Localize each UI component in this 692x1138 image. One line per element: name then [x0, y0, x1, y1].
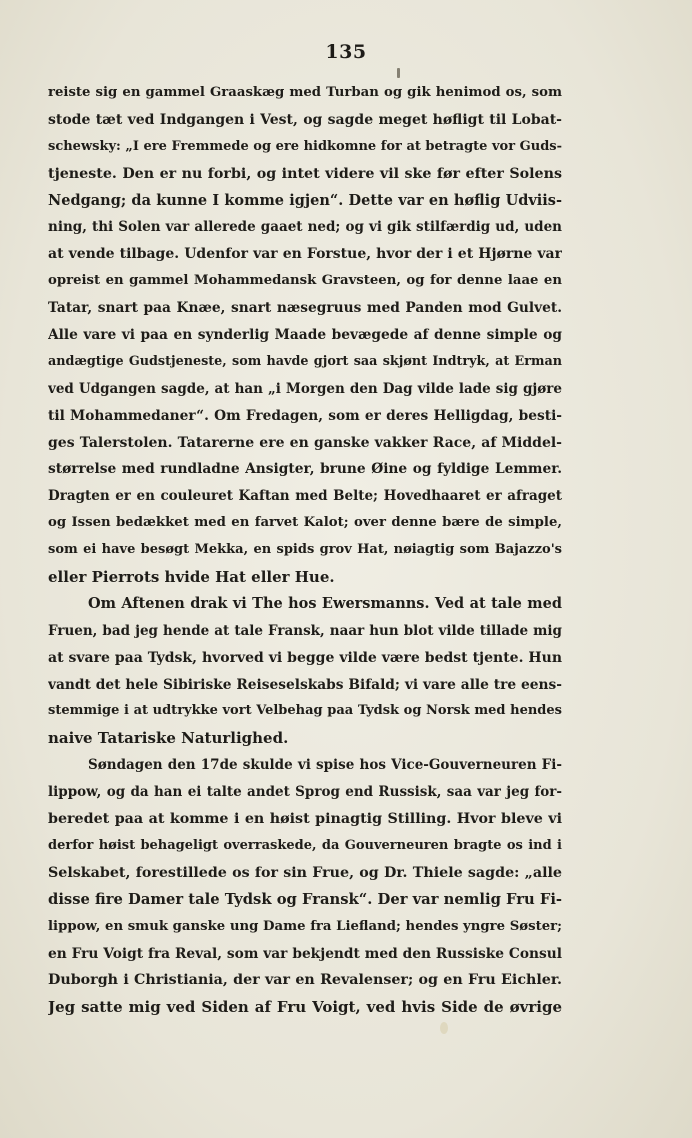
text-line: naive Tatariske Naturlighed.	[48, 729, 289, 748]
text-line: stode tæt ved Indgangen i Vest, og sagde meget høfligt til Lobat-	[48, 111, 562, 128]
text-line: og Issen bedækket med en farvet Kalot; over denne bære de simple,	[48, 515, 562, 531]
text-line: Fruen, bad jeg hende at tale Fransk, naar hun blot vilde tillade mig	[48, 622, 562, 639]
text-line: Duborgh i Christiania, der var en Revalenser; og en Fru Eichler.	[48, 972, 562, 989]
text-line: Jeg satte mig ved Siden af Fru Voigt, ved hvis Side de øvrige	[48, 998, 562, 1017]
text-line: Selskabet, forestillede os for sin Frue, og Dr. Thiele sagde: „alle	[48, 864, 562, 881]
text-line: andægtige Gudstjeneste, som havde gjort saa skjønt Indtryk, at Erman	[48, 353, 562, 369]
text-line: at svare paa Tydsk, hvorved vi begge vilde være bedst tjente. Hun	[48, 649, 562, 666]
text-line: Nedgang; da kunne I komme igjen“. Dette var en høflig Udviis-	[48, 191, 562, 209]
text-line: ges Talerstolen. Tatarerne ere en ganske vakker Race, af Middel-	[48, 434, 562, 451]
text-line: ved Udgangen sagde, at han „i Morgen den Dag vilde lade sig gjøre	[48, 380, 562, 397]
ink-speck	[397, 68, 400, 78]
paragraph-first-line: Om Aftenen drak vi The hos Ewersmanns. Ved at tale med	[88, 594, 562, 612]
text-line: en Fru Voigt fra Reval, som var bekjendt med den Russiske Consul	[48, 945, 562, 962]
text-line: størrelse med rundladne Ansigter, brune Øine og fyldige Lemmer.	[48, 461, 562, 478]
text-line: Tatar, snart paa Knæe, snart næsegruus med Panden mod Gulvet.	[48, 300, 562, 317]
text-line: derfor høist behageligt overraskede, da Gouverneuren bragte os ind i	[48, 837, 562, 853]
text-line: ning, thi Solen var allerede gaaet ned; og vi gik stilfærdig ud, uden	[48, 219, 562, 236]
page-number: 135	[325, 41, 367, 63]
text-line: disse fire Damer tale Tydsk og Fransk“. Der var nemlig Fru Fi-	[48, 890, 562, 908]
text-line: til Mohammedaner“. Om Fredagen, som er deres Helligdag, besti-	[48, 407, 562, 424]
paragraph-first-line: Søndagen den 17de skulde vi spise hos Vice-Gouverneuren Fi-	[88, 757, 562, 774]
text-line: lippow, en smuk ganske ung Dame fra Liefland; hendes yngre Søster;	[48, 918, 562, 934]
text-line: Dragten er en couleuret Kaftan med Belte; Hovedhaaret er afraget	[48, 488, 562, 505]
text-line: vandt det hele Sibiriske Reiseselskabs Bifald; vi vare alle tre eens-	[48, 676, 562, 693]
text-line: Alle vare vi paa en synderlig Maade bevægede af denne simple og	[48, 327, 562, 344]
text-line: reiste sig en gammel Graaskæg med Turban og gik henimod os, som	[48, 85, 562, 100]
text-line: lippow, og da han ei talte andet Sprog end Russisk, saa var jeg for-	[48, 784, 562, 801]
text-line: at vende tilbage. Udenfor var en Forstue, hvor der i et Hjørne var	[48, 246, 562, 263]
text-line: eller Pierrots hvide Hat eller Hue.	[48, 568, 335, 587]
text-line: opreist en gammel Mohammedansk Gravsteen, og for denne laae en	[48, 273, 562, 289]
text-line: som ei have besøgt Mekka, en spids grov Hat, nøiagtig som Bajazzo's	[48, 542, 562, 558]
text-line: schewsky: „I ere Fremmede og ere hidkomne for at betragte vor Guds-	[48, 138, 562, 154]
text-line: stemmige i at udtrykke vort Velbehag paa Tydsk og Norsk med hendes	[48, 703, 562, 719]
body-text	[48, 80, 562, 1021]
paper-stain	[440, 1022, 448, 1034]
text-line: tjeneste. Den er nu forbi, og intet videre vil ske før efter Solens	[48, 165, 562, 182]
text-line: beredet paa at komme i en høist pinagtig Stilling. Hvor bleve vi	[48, 811, 562, 828]
